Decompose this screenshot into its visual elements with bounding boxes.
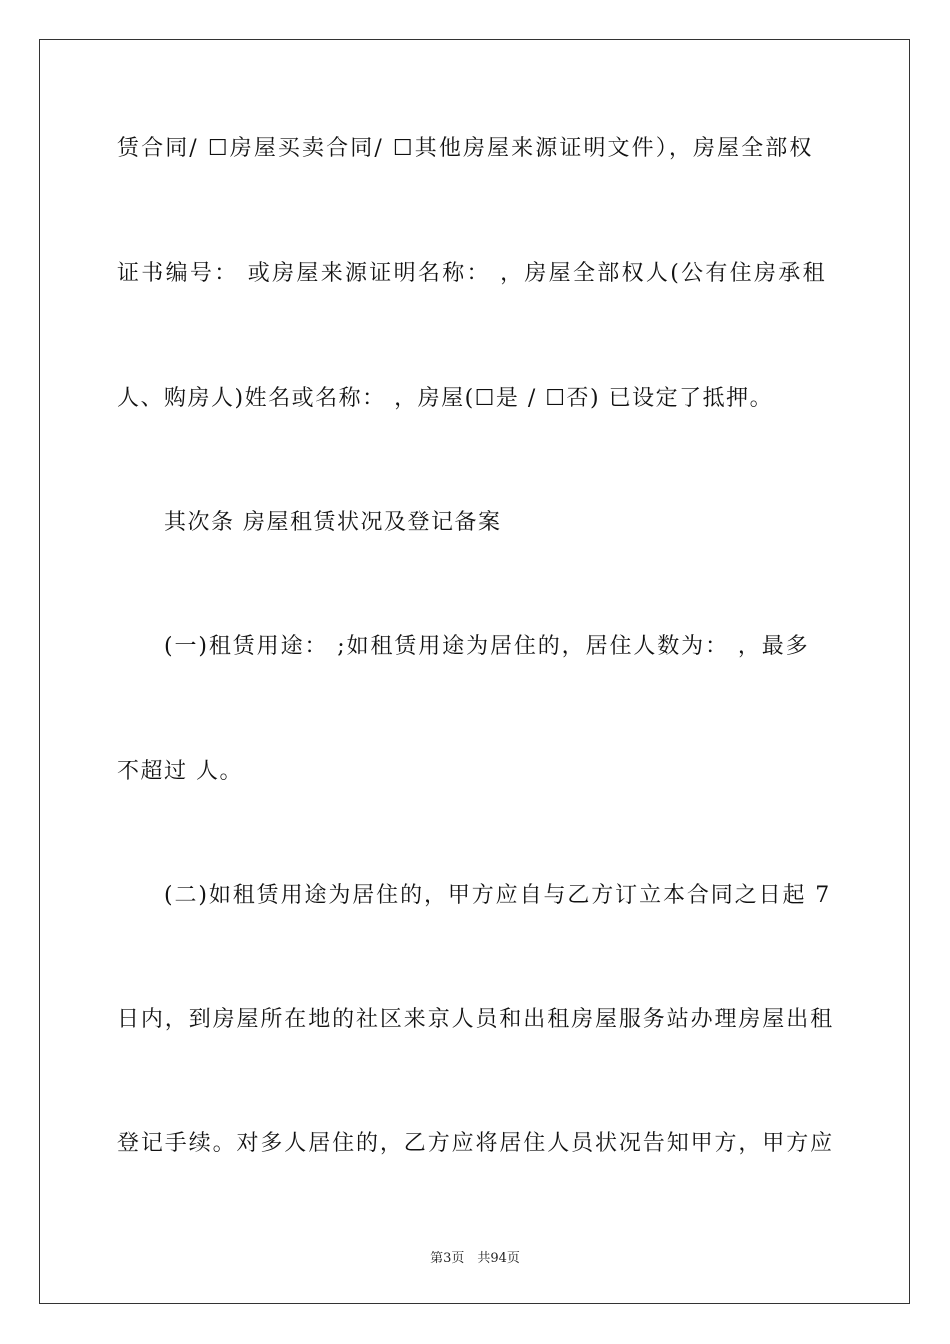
page-number-footer: 第3页 共94页 [430, 1251, 520, 1266]
body-line-1: 赁合同/ ☐房屋买卖合同/ ☐其他房屋来源证明文件），房屋全部权 [117, 136, 814, 161]
body-line-8: 日内，到房屋所在地的社区来京人员和出租房屋服务站办理房屋出租 [117, 1007, 835, 1032]
body-line-2: 证书编号： 或房屋来源证明名称： ，房屋全部权人(公有住房承租 [117, 261, 827, 286]
section-heading: 其次条 房屋租赁状况及登记备案 [164, 510, 502, 535]
body-line-7: (二)如租赁用途为居住的，甲方应自与乙方订立本合同之日起 7 [164, 883, 832, 908]
body-line-5: (一)租赁用途： ;如租赁用途为居住的，居住人数为： ，最多 [164, 634, 810, 659]
body-line-3: 人、购房人)姓名或名称： ，房屋(☐是 / ☐否) 已设定了抵押。 [117, 386, 774, 411]
body-line-9: 登记手续。对多人居住的，乙方应将居住人员状况告知甲方，甲方应 [117, 1131, 835, 1156]
body-line-6: 不超过 人。 [117, 759, 243, 784]
page-border [39, 39, 910, 1304]
